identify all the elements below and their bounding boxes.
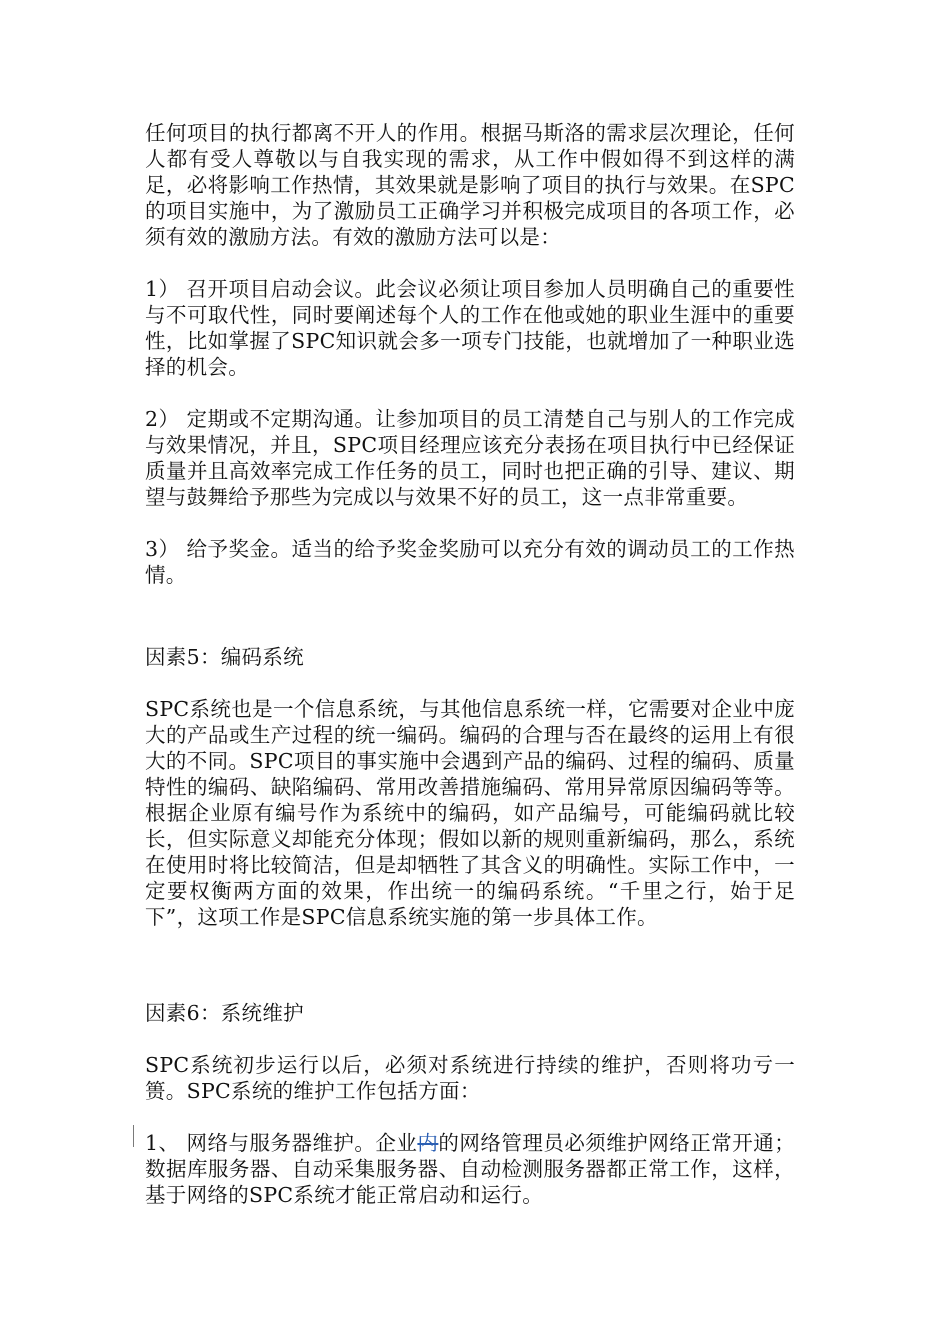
paragraph-coding-system: SPC系统也是一个信息系统，与其他信息系统一样，它需要对企业中庞大的产品或生产过程的统一编码。编码的合理与否在最终的运用上有很大的不同。SPC项目的事实施中会遇到产品的编码、过程的编码、质量特性的编码、缺陷编码、常用改善措施编码、常用异常原因编码等等。根据企业原有编号作为系统中的编码，如产品编号，可能编码就比较长，但实际意义却能充分体现；假如以新的规则重新编码，那么，系统在使用时将比较简洁，但是却牺牲了其含义的明确性。实际工作中，一定要权衡两方面的效果，作出统一的编码系统。“千里之行，始于足下”，这项工作是SPC信息系统实施的第一步具体工作。 [145,697,795,929]
paragraph-system-maintenance: SPC系统初步运行以后，必须对系统进行持续的维护，否则将功亏一篑。SPC系统的维护工作包括方面： [145,1053,795,1103]
paragraph-motivation-intro: 任何项目的执行都离不开人的作用。根据马斯洛的需求层次理论，任何人都有受人尊敬以与自我实现的需求，从工作中假如得不到这样的满足，必将影响工作热情，其效果就是影响了项目的执行与效果。在SPC的项目实施中，为了激励员工正确学习并积极完成项目的各项工作，必须有效的激励方法。有效的激励方法可以是： [145,121,795,249]
network-item-text-start: 1、 网络与服务器维护。企业 [145,1131,418,1155]
deleted-revision-text: 内 [417,1131,439,1155]
heading-factor-6: 因素6：系统维护 [145,1001,304,1025]
heading-factor-5: 因素5：编码系统 [145,645,304,669]
paragraph-item-communication: 2） 定期或不定期沟通。让参加项目的员工清楚自己与别人的工作完成与效果情况，并且，SPC项目经理应该充分表扬在项目执行中已经保证质量并且高效率完成工作任务的员工，同时也把正确的引导、建议、期望与鼓舞给予那些为完成以与效果不好的员工，这一点非常重要。 [145,407,795,509]
revision-change-bar [133,1125,134,1147]
document-page [145,120,795,1208]
paragraph-item-bonus: 3） 给予奖金。适当的给予奖金奖励可以充分有效的调动员工的工作热情。 [145,537,795,587]
paragraph-item-network-maintenance [145,1130,795,1208]
network-item-text-end: 的网络管理员必须维护网络正常开通；数据库服务器、自动采集服务器、自动检测服务器都正常工作，这样，基于网络的SPC系统才能正常启动和运行。 [145,1131,795,1207]
paragraph-item-kickoff-meeting: 1） 召开项目启动会议。此会议必须让项目参加人员明确自己的重要性与不可取代性，同时要阐述每个人的工作在他或她的职业生涯中的重要性，比如掌握了SPC知识就会多一项专门技能，也就增加了一种职业选择的机会。 [145,277,795,379]
